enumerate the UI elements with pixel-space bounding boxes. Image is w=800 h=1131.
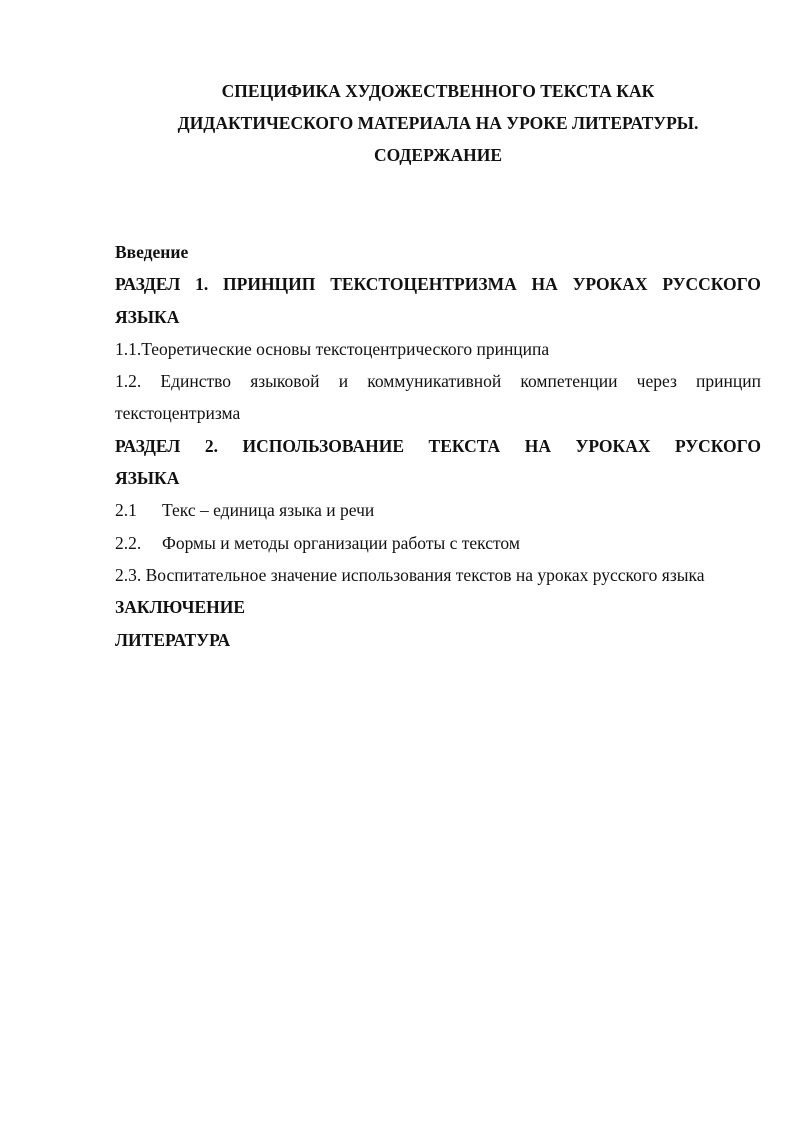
toc-word: УРОКАХ bbox=[575, 435, 651, 456]
toc-item-2-1 bbox=[115, 494, 761, 526]
toc-word: и bbox=[338, 371, 349, 392]
toc-intro: Введение bbox=[115, 242, 189, 262]
toc-word: ТЕКСТА bbox=[428, 435, 501, 456]
toc-word: принцип bbox=[696, 371, 761, 392]
toc-section-2-heading-cont: ЯЗЫКА bbox=[115, 468, 180, 489]
title-line-3: СОДЕРЖАНИЕ bbox=[373, 145, 502, 165]
toc-word: РУССКОГО bbox=[662, 274, 761, 295]
toc-word: ИСПОЛЬЗОВАНИЕ bbox=[242, 435, 404, 456]
toc-item-1-1: 1.1.Теоретические основы текстоцентрического принципа bbox=[115, 338, 550, 359]
toc-word: РАЗДЕЛ bbox=[115, 435, 181, 456]
toc-word: РАЗДЕЛ bbox=[115, 274, 181, 295]
table-of-contents bbox=[115, 236, 761, 656]
toc-item-2-2 bbox=[115, 527, 761, 559]
toc-word: ПРИНЦИП bbox=[223, 274, 316, 295]
toc-word: компетенции bbox=[520, 371, 618, 392]
toc-item-text: Формы и методы организации работы с текстом bbox=[162, 532, 520, 553]
toc-word: через bbox=[636, 371, 677, 392]
toc-item-1-2 bbox=[115, 365, 761, 397]
toc-conclusion: ЗАКЛЮЧЕНИЕ bbox=[115, 597, 246, 618]
title-line-1: СПЕЦИФИКА ХУДОЖЕСТВЕННОГО ТЕКСТА КАК bbox=[221, 81, 655, 101]
document-title bbox=[90, 75, 786, 171]
toc-item-number: 2.1 bbox=[115, 500, 137, 521]
toc-word: УРОКАХ bbox=[572, 274, 648, 295]
toc-section-1-heading-cont: ЯЗЫКА bbox=[115, 306, 180, 327]
toc-item-number: 2.2. bbox=[115, 532, 142, 553]
toc-word: 1. bbox=[195, 274, 209, 295]
toc-word: НА bbox=[531, 274, 558, 295]
toc-word: языковой bbox=[250, 371, 320, 392]
toc-word: 1.2. bbox=[115, 371, 142, 392]
toc-item-1-2-cont: текстоцентризма bbox=[115, 403, 241, 424]
toc-item-text: Текс – единица языка и речи bbox=[162, 500, 375, 521]
toc-item-2-3: 2.3. Воспитательное значение использования текстов на уроках русского языка bbox=[115, 564, 705, 585]
title-line-2: ДИДАКТИЧЕСКОГО МАТЕРИАЛА НА УРОКЕ ЛИТЕРАТУРЫ. bbox=[177, 113, 699, 133]
toc-word: РУСКОГО bbox=[675, 435, 761, 456]
toc-literature: ЛИТЕРАТУРА bbox=[115, 629, 231, 650]
toc-word: 2. bbox=[204, 435, 218, 456]
toc-word: НА bbox=[524, 435, 551, 456]
toc-word: ТЕКСТОЦЕНТРИЗМА bbox=[330, 274, 517, 295]
toc-word: коммуникативной bbox=[367, 371, 502, 392]
toc-section-1-heading bbox=[115, 268, 761, 300]
toc-section-2-heading bbox=[115, 430, 761, 462]
toc-word: Единство bbox=[160, 371, 232, 392]
